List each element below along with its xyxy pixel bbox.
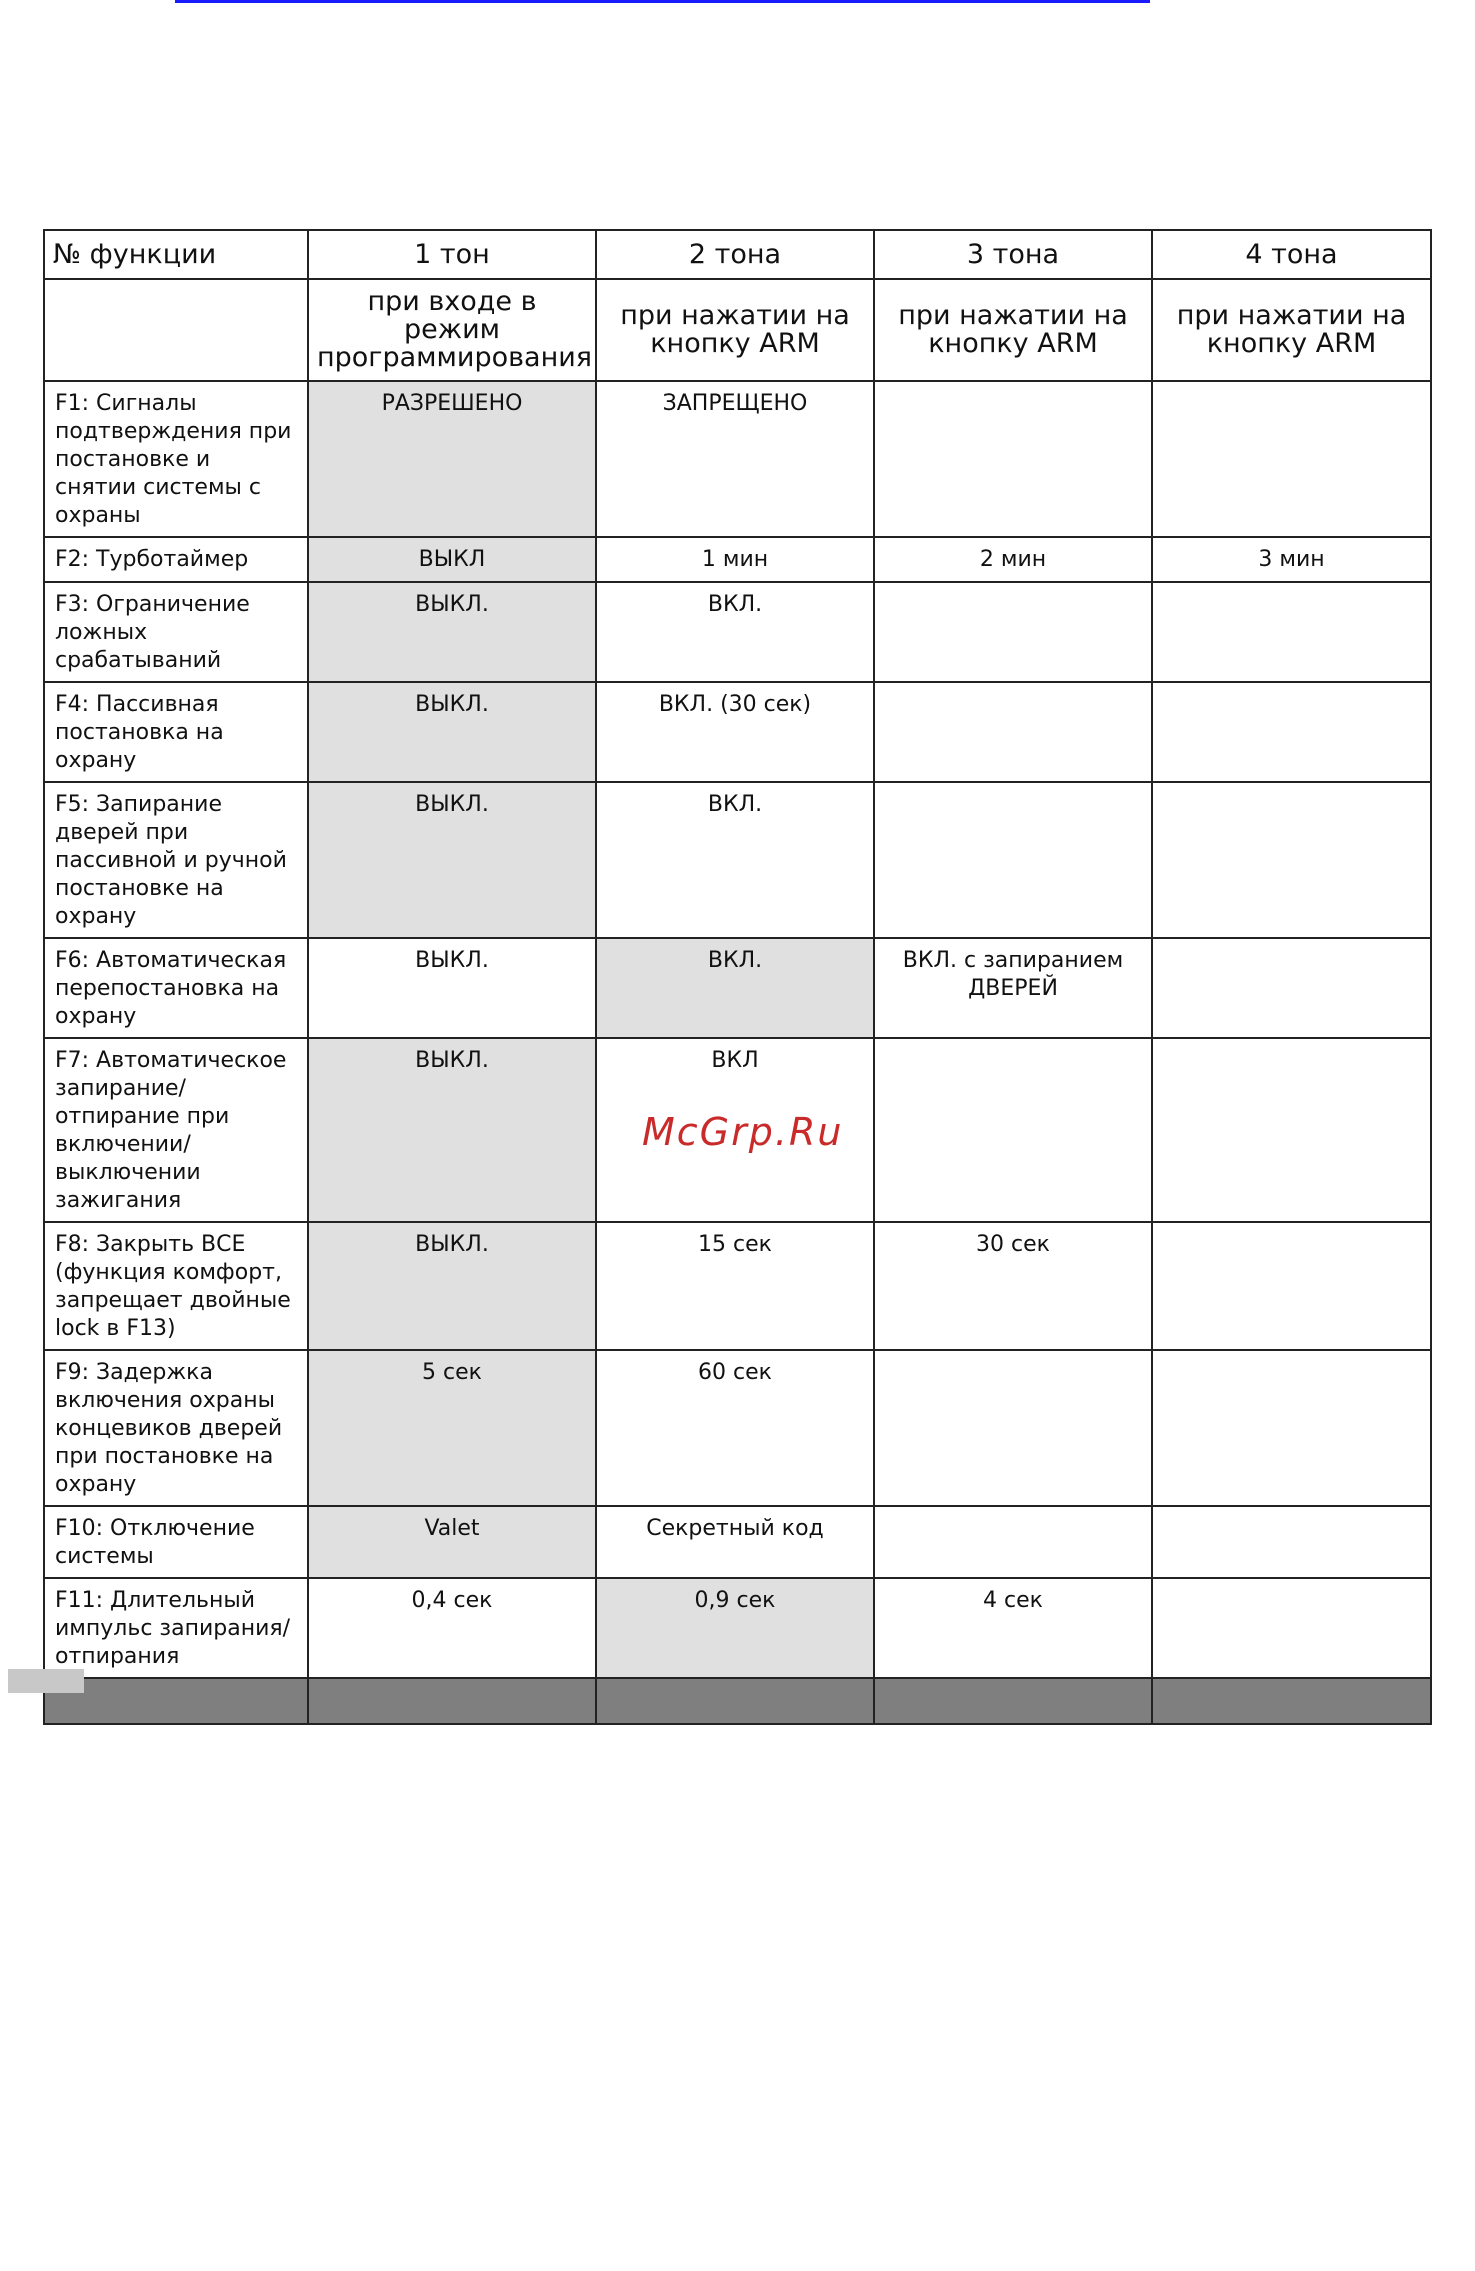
table-row xyxy=(44,1222,1431,1350)
function-name: F1: Сигналы подтверждения при постановке и снятии системы с охраны xyxy=(44,381,308,537)
value-tone-2: 1 мин xyxy=(596,537,874,582)
table-row xyxy=(44,1578,1431,1678)
value-tone-1: 0,4 сек xyxy=(308,1578,596,1678)
value-tone-3: 2 мин xyxy=(874,537,1152,582)
table-row xyxy=(44,582,1431,682)
header-tone-1: 1 тон xyxy=(308,230,596,279)
function-name: F2: Турботаймер xyxy=(44,537,308,582)
value-tone-4 xyxy=(1152,682,1431,782)
value-tone-3 xyxy=(874,582,1152,682)
value-tone-4 xyxy=(1152,381,1431,537)
function-name: F6: Автоматическая перепостановка на охрану xyxy=(44,938,308,1038)
subheader-tone-3: при нажатии на кнопку ARM xyxy=(874,279,1152,381)
table-row xyxy=(44,1350,1431,1506)
subheader-empty xyxy=(44,279,308,381)
value-tone-2: ВКЛ. (30 сек) xyxy=(596,682,874,782)
footer-cell xyxy=(596,1678,874,1724)
value-tone-1: ВЫКЛ. xyxy=(308,1222,596,1350)
table-row xyxy=(44,537,1431,582)
value-tone-3: 4 сек xyxy=(874,1578,1152,1678)
value-tone-1: ВЫКЛ. xyxy=(308,938,596,1038)
value-tone-1: ВЫКЛ. xyxy=(308,782,596,938)
value-tone-2: ВКЛ. xyxy=(596,782,874,938)
footer-cell xyxy=(308,1678,596,1724)
value-tone-2: ЗАПРЕЩЕНО xyxy=(596,381,874,537)
function-name: F10: Отключение системы xyxy=(44,1506,308,1578)
value-tone-1: ВЫКЛ. xyxy=(308,1038,596,1222)
value-tone-1: 5 сек xyxy=(308,1350,596,1506)
value-tone-2: ВКЛ. xyxy=(596,582,874,682)
table-row xyxy=(44,682,1431,782)
value-tone-1: ВЫКЛ xyxy=(308,537,596,582)
value-tone-1: ВЫКЛ. xyxy=(308,682,596,782)
value-tone-4 xyxy=(1152,782,1431,938)
value-tone-4 xyxy=(1152,1038,1431,1222)
header-tone-2: 2 тона xyxy=(596,230,874,279)
value-tone-4 xyxy=(1152,582,1431,682)
value-tone-1: РАЗРЕШЕНО xyxy=(308,381,596,537)
function-name: F5: Запирание дверей при пассивной и ручной постановке на охрану xyxy=(44,782,308,938)
header-tone-3: 3 тона xyxy=(874,230,1152,279)
table-row xyxy=(44,1506,1431,1578)
function-name: F11: Длительный импульс запирания/ отпирания xyxy=(44,1578,308,1678)
value-tone-4 xyxy=(1152,938,1431,1038)
header-tone-4: 4 тона xyxy=(1152,230,1431,279)
value-tone-4 xyxy=(1152,1350,1431,1506)
header-row xyxy=(44,230,1431,279)
function-name: F7: Автоматическое запирание/ отпирание при включении/ выключении зажигания xyxy=(44,1038,308,1222)
subheader-row xyxy=(44,279,1431,381)
subheader-tone-1: при входе в режим программирования xyxy=(308,279,596,381)
value-tone-3 xyxy=(874,1038,1152,1222)
function-name: F8: Закрыть ВСЕ (функция комфорт, запрещает двойные lock в F13) xyxy=(44,1222,308,1350)
table-row xyxy=(44,782,1431,938)
footer-row xyxy=(44,1678,1431,1724)
value-tone-3: 30 сек xyxy=(874,1222,1152,1350)
value-tone-3 xyxy=(874,381,1152,537)
value-tone-3 xyxy=(874,1350,1152,1506)
value-tone-2: Секретный код xyxy=(596,1506,874,1578)
value-tone-3 xyxy=(874,682,1152,782)
value-tone-2: ВКЛ. xyxy=(596,938,874,1038)
function-name: F4: Пассивная постановка на охрану xyxy=(44,682,308,782)
header-function-number: № функции xyxy=(44,230,308,279)
value-tone-1: ВЫКЛ. xyxy=(308,582,596,682)
table-row xyxy=(44,938,1431,1038)
function-table xyxy=(43,229,1432,1725)
value-tone-2: 15 сек xyxy=(596,1222,874,1350)
value-tone-3 xyxy=(874,782,1152,938)
value-tone-4: 3 мин xyxy=(1152,537,1431,582)
value-tone-4 xyxy=(1152,1578,1431,1678)
value-tone-2: 60 сек xyxy=(596,1350,874,1506)
value-tone-4 xyxy=(1152,1222,1431,1350)
footer-cell xyxy=(874,1678,1152,1724)
value-tone-1: Valet xyxy=(308,1506,596,1578)
top-rule xyxy=(175,0,1150,3)
subheader-tone-2: при нажатии на кнопку ARM xyxy=(596,279,874,381)
watermark: McGrp.Ru xyxy=(642,1110,844,1154)
value-tone-3 xyxy=(874,1506,1152,1578)
footer-cell xyxy=(1152,1678,1431,1724)
value-tone-4 xyxy=(1152,1506,1431,1578)
value-tone-2: ВКЛ xyxy=(596,1038,874,1222)
table-row xyxy=(44,381,1431,537)
gray-block xyxy=(8,1669,84,1693)
subheader-tone-4: при нажатии на кнопку ARM xyxy=(1152,279,1431,381)
value-tone-3: ВКЛ. с запиранием ДВЕРЕЙ xyxy=(874,938,1152,1038)
function-name: F3: Ограничение ложных срабатываний xyxy=(44,582,308,682)
value-tone-2: 0,9 сек xyxy=(596,1578,874,1678)
function-name: F9: Задержка включения охраны концевиков дверей при постановке на охрану xyxy=(44,1350,308,1506)
